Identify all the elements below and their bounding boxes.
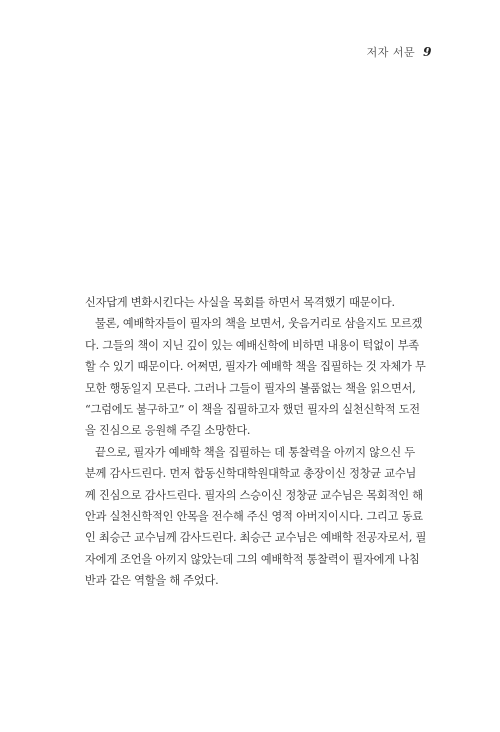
body-text [85,292,427,591]
page-number: 9 [423,45,432,59]
text-line: 께 진심으로 감사드린다. 필자의 스승이신 정창균 교수님은 목회적인 해 [85,488,423,502]
paragraph [85,313,426,441]
text-line: 모한 행동일지 모른다. 그러나 그들이 필자의 볼품없는 책을 읽으면서, [85,381,416,395]
text-line: 할 수 있기 때문이다. 어쩌면, 필자가 예배학 책을 집필하는 것 자체가 무 [85,360,426,374]
paragraph [85,442,427,592]
text-line: 반과 같은 역할을 해 주었다. [85,574,219,588]
paragraph [85,292,411,313]
text-line: 끝으로, 필자가 예배학 책을 집필하는 데 통찰력을 아끼지 않으신 두 [95,445,415,459]
running-title: 저자 서문 [366,46,416,59]
text-line: “그럼에도 불구하고” 이 책을 집필하고자 했던 필자의 실천신학적 도전 [85,402,420,416]
text-line: 인 최승근 교수님께 감사드린다. 최승근 교수님은 예배학 전공자로서, 필 [85,531,427,545]
text-line: 신자답게 변화시킨다는 사실을 목회를 하면서 목격했기 때문이다. [85,296,395,309]
text-line: 자에게 조언을 아끼지 않았는데 그의 예배학적 통찰력이 필자에게 나침 [85,552,420,566]
text-line: 을 진심으로 응원해 주길 소망한다. [85,424,251,438]
text-line: 다. 그들의 책이 지닌 깊이 있는 예배신학에 비하면 내용이 턱없이 부족 [85,338,419,352]
running-header [367,44,432,60]
text-line: 물론, 예배학자들이 필자의 책을 보면서, 웃음거리로 삼을지도 모르겠 [95,317,423,331]
text-line: 안과 실천신학적인 안목을 전수해 주신 영적 아버지이시다. 그리고 동료 [85,509,423,523]
text-line: 분께 감사드린다. 먼저 합동신학대학원대학교 총장이신 정창균 교수님 [85,467,417,481]
